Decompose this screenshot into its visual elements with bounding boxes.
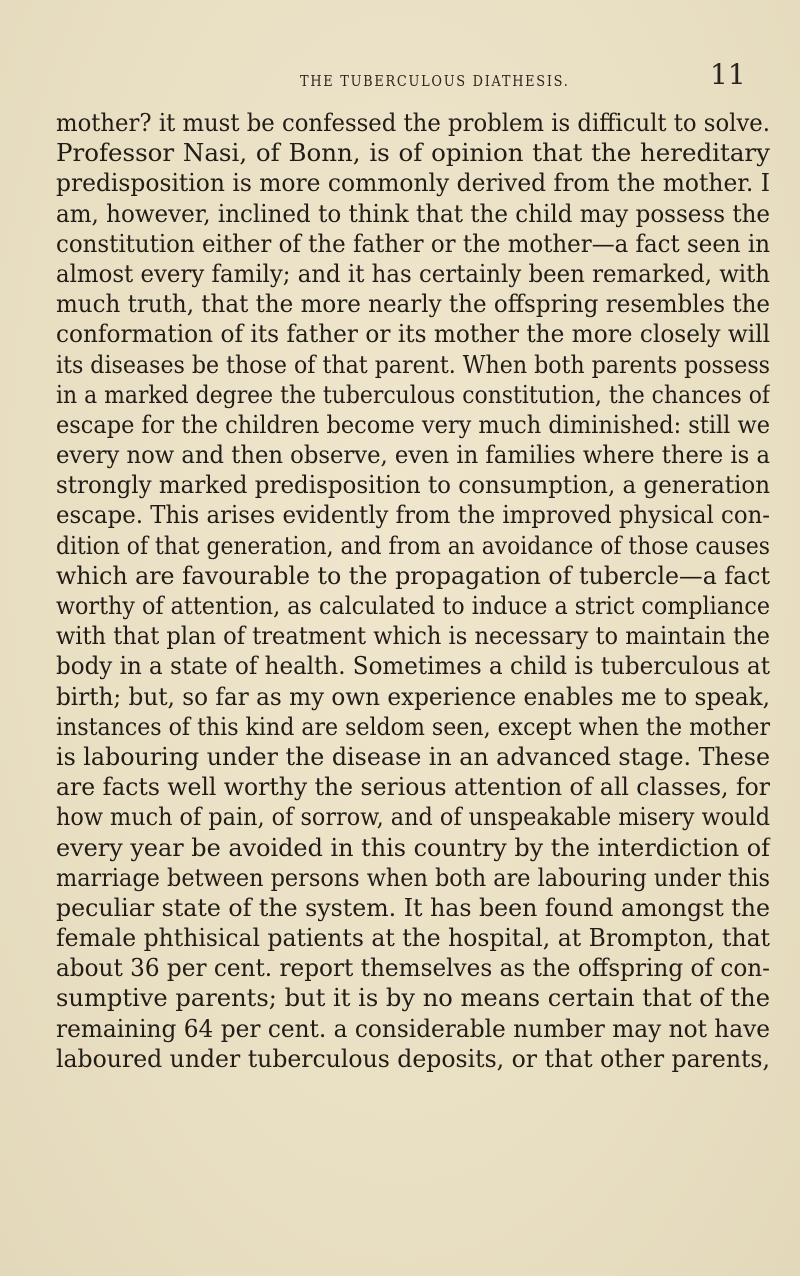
text-line: in a marked degree the tuberculous constitution, the chances of [56,379,770,409]
text-line: marriage between persons when both are labouring under this [56,862,770,892]
text-line: worthy of attention, as calculated to induce a strict compliance [56,591,770,620]
text-line: escape. This arises evidently from the improved physical con- [56,500,770,530]
text-line: conformation of its father or its mother the more closely will [56,319,770,349]
text-line: am, however, inclined to think that the child may possess the [56,198,770,228]
text-line: is labouring under the disease in an advanced stage. These [56,741,770,771]
text-line: almost every family; and it has certainly been remarked, with [56,258,770,288]
text-line: its diseases be those of that parent. When both parents possess [56,349,770,379]
text-line: remaining 64 per cent. a considerable number may not have [56,1013,770,1043]
text-line: female phthisical patients at the hospital, at Brompton, that [56,923,770,953]
text-line: constitution either of the father or the mother—a fact seen in [56,228,770,258]
text-line: are facts well worthy the serious attention of all classes, for [56,772,770,802]
text-line: with that plan of treatment which is necessary to maintain the [56,621,770,651]
text-line: which are favourable to the propagation of tubercle—a fact [56,560,770,590]
text-line: peculiar state of the system. It has been found amongst the [56,892,770,922]
text-line: escape for the children become very much diminished: still we [56,409,770,439]
body-paragraph [56,108,770,1074]
text-line: dition of that generation, and from an avoidance of those causes [56,530,770,560]
text-line: laboured under tuberculous deposits, or that other parents, [56,1043,770,1073]
text-line: instances of this kind are seldom seen, except when the mother [56,711,770,741]
text-line: about 36 per cent. report themselves as the offspring of con- [56,953,770,983]
text-line: Professor Nasi, of Bonn, is of opinion that the hereditary [56,138,770,168]
page-number: 11 [710,58,746,91]
text-line: much truth, that the more nearly the offspring resembles the [56,289,770,319]
text-line: every now and then observe, even in families where there is a [56,440,770,470]
text-line: body in a state of health. Sometimes a child is tuberculous at [56,651,770,681]
text-line: predisposition is more commonly derived from the mother. I [56,168,770,198]
text-line: every year be avoided in this country by the interdiction of [56,832,770,862]
page-header [0,58,800,102]
text-line: strongly marked predisposition to consumption, a generation [56,470,770,500]
text-line: how much of pain, of sorrow, and of unspeakable misery would [56,802,770,832]
text-line: birth; but, so far as my own experience enables me to speak, [56,681,770,711]
text-line: mother? it must be confessed the problem is difficult to solve. [56,108,770,137]
running-head: THE TUBERCULOUS DIATHESIS. [300,72,570,90]
text-line: sumptive parents; but it is by no means certain that of the [56,983,770,1013]
